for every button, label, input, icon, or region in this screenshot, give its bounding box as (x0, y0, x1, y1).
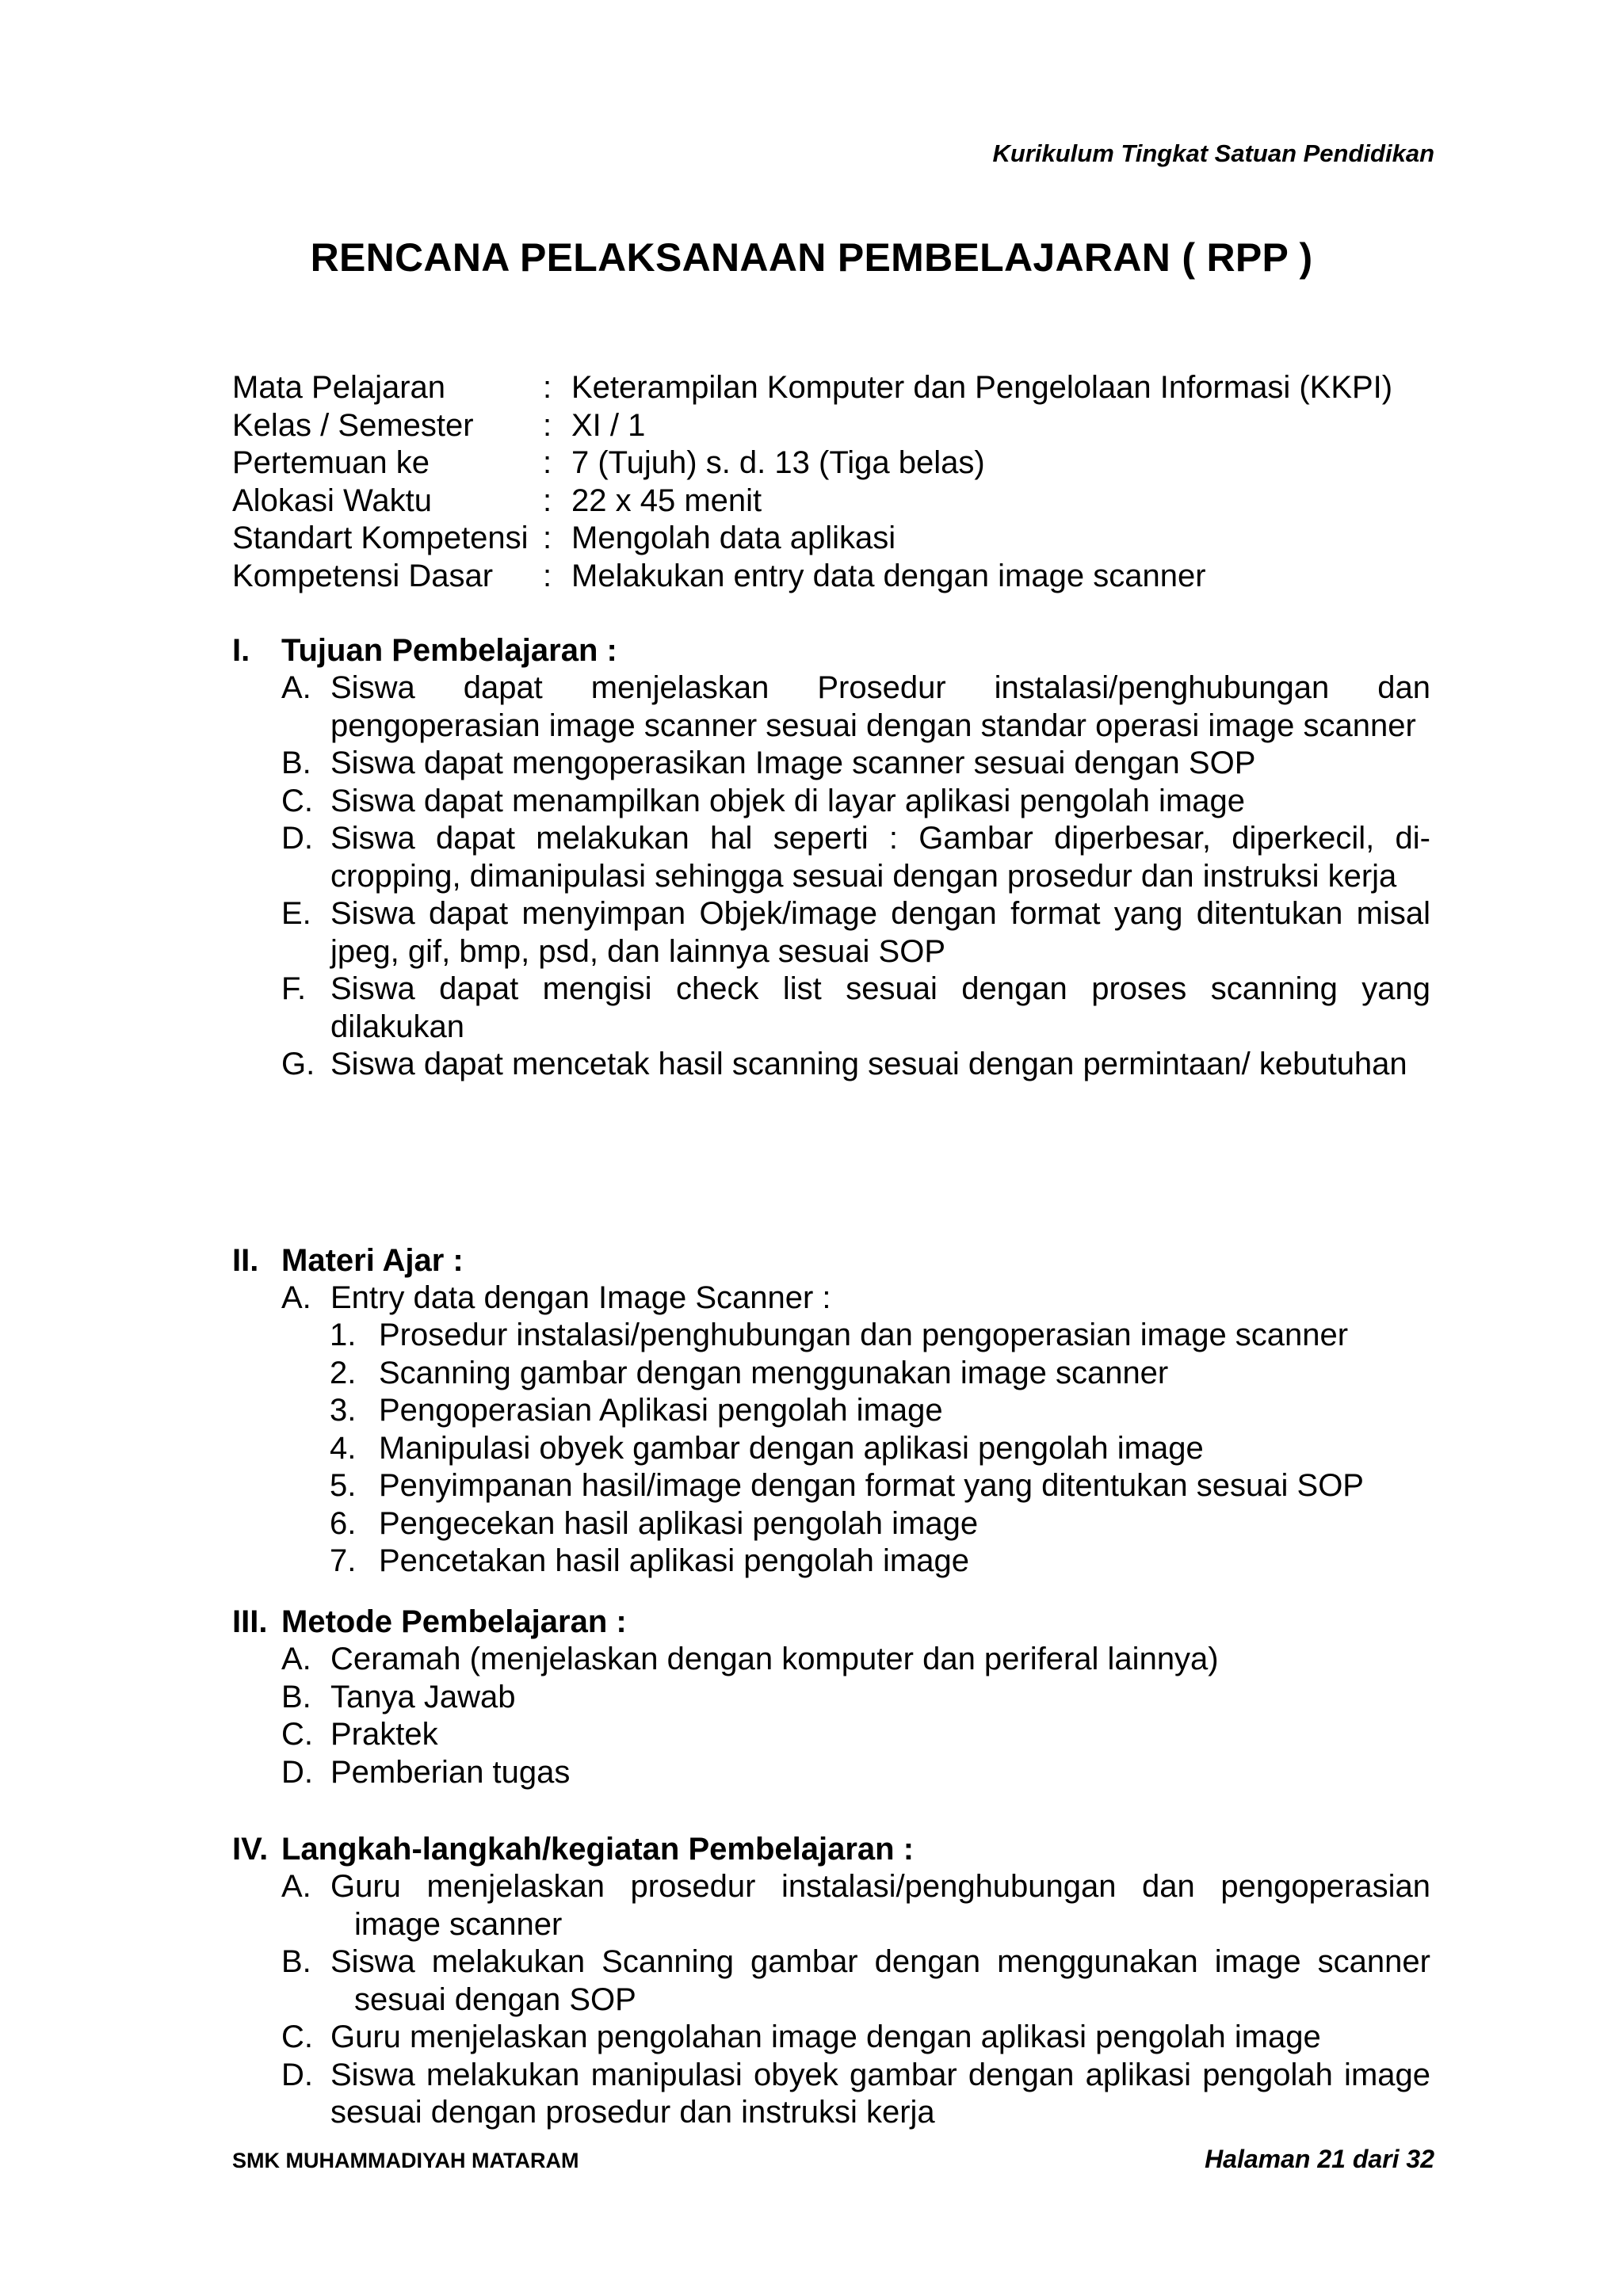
list-item (281, 745, 1430, 783)
section-title: Langkah-langkah/kegiatan Pembelajaran : (281, 1832, 915, 1867)
info-label: Alokasi Waktu (232, 482, 432, 518)
list-item (281, 895, 1430, 971)
list-marker: D. (281, 821, 313, 856)
list-text-line: Siswa melakukan Scanning gambar dengan menggunakan image scanner (330, 1944, 1430, 1979)
list-text: Siswa dapat mencetak hasil scanning sesuai dengan permintaan/ kebutuhan (330, 1047, 1407, 1081)
list-item (281, 1868, 1430, 1943)
list-item (281, 2057, 1430, 2132)
list-item (330, 1430, 1439, 1468)
list-text (330, 1868, 1430, 1943)
info-colon: : (543, 370, 552, 405)
list-text: Praktek (330, 1717, 438, 1752)
section-title: Materi Ajar : (281, 1243, 464, 1278)
section-number: II. (232, 1243, 259, 1278)
list-marker: 4. (330, 1430, 357, 1466)
list-text: Guru menjelaskan pengolahan image dengan aplikasi pengolah image (330, 2019, 1321, 2054)
list-text: Siswa melakukan manipulasi obyek gambar dengan aplikasi pengolah image sesuai dengan prosedur dan instruksi kerja (330, 2057, 1430, 2130)
section-heading (232, 1830, 914, 1868)
list-text-line: Guru menjelaskan prosedur instalasi/penghubungan dan pengoperasian (330, 1869, 1430, 1904)
list-item (281, 669, 1430, 745)
list-text: Ceramah (menjelaskan dengan komputer dan periferal lainnya) (330, 1642, 1219, 1676)
list-text-continuation: image scanner (354, 1906, 563, 1942)
list-marker: G. (281, 1047, 315, 1081)
list-item (281, 1943, 1430, 2019)
list-item (330, 1317, 1439, 1355)
list-text: Siswa dapat mengoperasikan Image scanner sesuai dengan SOP (330, 746, 1256, 780)
info-value: Melakukan entry data dengan image scanner (571, 558, 1206, 593)
list-text: Siswa dapat menyimpan Objek/image dengan format yang ditentukan misal jpeg, gif, bmp, psd, dan lainnya sesuai SOP (330, 896, 1430, 969)
info-label: Mata Pelajaran (232, 370, 446, 405)
list-text: Pencetakan hasil aplikasi pengolah image (379, 1543, 969, 1578)
list-marker: 6. (330, 1505, 357, 1541)
objectives-list (281, 669, 1430, 1084)
list-marker: A. (281, 1869, 311, 1904)
list-marker: A. (281, 1280, 311, 1315)
list-item (281, 971, 1430, 1046)
section-number: III. (232, 1604, 268, 1639)
list-item (330, 1543, 1439, 1581)
info-colon: : (543, 482, 552, 518)
info-label: Kompetensi Dasar (232, 558, 494, 593)
info-row (232, 520, 1392, 558)
footer-school: SMK MUHAMMADIYAH MATARAM (232, 2149, 579, 2172)
info-label: Kelas / Semester (232, 407, 474, 443)
info-table (232, 369, 1392, 595)
list-item (330, 1467, 1439, 1505)
list-marker: C. (281, 2019, 313, 2054)
list-item (281, 1754, 1430, 1792)
list-text: Penyimpanan hasil/image dengan format yang ditentukan sesuai SOP (379, 1468, 1364, 1503)
section-number: IV. (232, 1832, 269, 1867)
list-item (281, 1280, 1430, 1318)
list-marker: B. (281, 746, 311, 780)
list-text: Pemberian tugas (330, 1754, 571, 1790)
info-value: 7 (Tujuh) s. d. 13 (Tiga belas) (571, 445, 985, 480)
info-colon: : (543, 558, 552, 593)
list-item (330, 1355, 1439, 1393)
list-item (281, 1716, 1430, 1754)
list-item (281, 783, 1430, 821)
materials-list (281, 1280, 1430, 1318)
document-title: RENCANA PELAKSANAAN PEMBELAJARAN ( RPP ) (310, 235, 1313, 280)
header-note: Kurikulum Tingkat Satuan Pendidikan (992, 139, 1434, 167)
list-marker: D. (281, 2057, 313, 2092)
list-item (330, 1505, 1439, 1543)
info-label: Standart Kompetensi (232, 521, 529, 555)
list-item (281, 1679, 1430, 1717)
list-marker: B. (281, 1679, 311, 1714)
info-colon: : (543, 521, 552, 555)
list-marker: 1. (330, 1318, 357, 1352)
info-row (232, 444, 1392, 482)
list-marker: A. (281, 670, 311, 705)
list-text: Pengoperasian Aplikasi pengolah image (379, 1393, 943, 1428)
list-item (281, 1046, 1430, 1084)
list-marker: C. (281, 783, 313, 818)
materials-sublist (330, 1317, 1439, 1581)
info-row (232, 482, 1392, 521)
section-title: Metode Pembelajaran : (281, 1604, 627, 1639)
section-heading (232, 1241, 464, 1280)
section-number: I. (232, 633, 250, 668)
list-text: Entry data dengan Image Scanner : (330, 1280, 831, 1315)
info-label: Pertemuan ke (232, 445, 430, 480)
list-item (281, 2019, 1430, 2057)
info-colon: : (543, 445, 552, 480)
list-text: Siswa dapat mengisi check list sesuai dengan proses scanning yang dilakukan (330, 971, 1430, 1044)
info-row (232, 407, 1392, 445)
info-colon: : (543, 407, 552, 443)
section-heading (232, 631, 617, 669)
list-text: Pengecekan hasil aplikasi pengolah image (379, 1505, 979, 1541)
info-row (232, 369, 1392, 407)
list-marker: 2. (330, 1355, 357, 1390)
methods-list (281, 1641, 1430, 1791)
section-title: Tujuan Pembelajaran : (281, 633, 617, 668)
list-marker: E. (281, 896, 311, 931)
list-item (330, 1392, 1439, 1430)
list-marker: F. (281, 971, 307, 1006)
list-text: Prosedur instalasi/penghubungan dan pengoperasian image scanner (379, 1318, 1349, 1352)
list-marker: B. (281, 1944, 311, 1979)
list-text: Manipulasi obyek gambar dengan aplikasi pengolah image (379, 1430, 1204, 1466)
list-item (281, 1641, 1430, 1679)
info-row (232, 558, 1392, 596)
list-marker: 5. (330, 1468, 357, 1503)
list-marker: D. (281, 1754, 313, 1790)
list-text: Tanya Jawab (330, 1679, 516, 1714)
info-value: Keterampilan Komputer dan Pengelolaan Informasi (KKPI) (571, 370, 1393, 405)
info-value: 22 x 45 menit (571, 482, 762, 518)
list-text: Siswa dapat melakukan hal seperti : Gambar diperbesar, diperkecil, di-cropping, dimanipulasi sehingga sesuai dengan prosedur dan instruksi kerja (330, 821, 1430, 894)
list-text (330, 1943, 1430, 2019)
list-marker: 3. (330, 1393, 357, 1428)
list-item (281, 820, 1430, 895)
section-heading (232, 1603, 627, 1641)
list-text: Scanning gambar dengan menggunakan image scanner (379, 1355, 1169, 1390)
steps-list (281, 1868, 1430, 2132)
list-marker: 7. (330, 1543, 357, 1578)
footer-page-number: Halaman 21 dari 32 (1205, 2145, 1434, 2173)
info-value: Mengolah data aplikasi (571, 521, 896, 555)
info-value: XI / 1 (571, 407, 646, 443)
list-text-continuation: sesuai dengan SOP (354, 1981, 636, 2017)
list-marker: C. (281, 1717, 313, 1752)
list-text: Siswa dapat menampilkan objek di layar aplikasi pengolah image (330, 783, 1246, 818)
list-text: Siswa dapat menjelaskan Prosedur instalasi/penghubungan dan pengoperasian image scanner sesuai dengan standar operasi image scanner (330, 670, 1430, 743)
list-marker: A. (281, 1642, 311, 1676)
